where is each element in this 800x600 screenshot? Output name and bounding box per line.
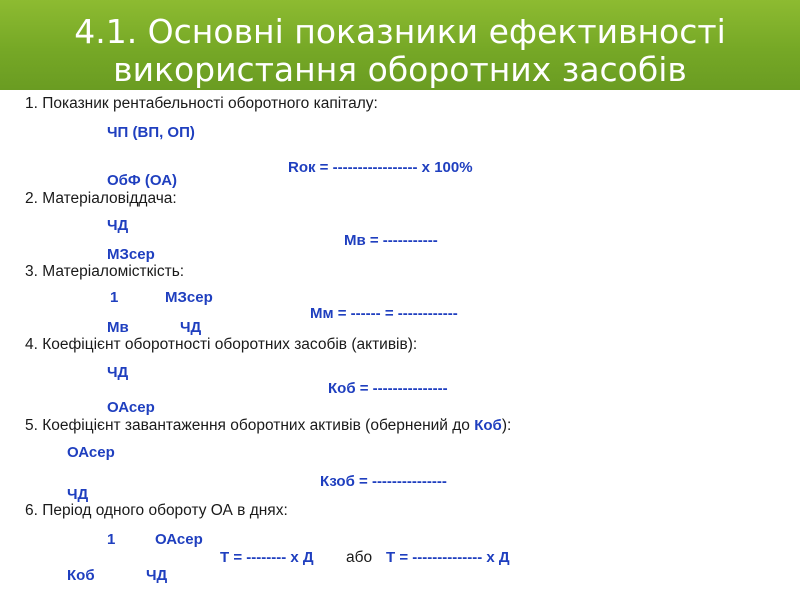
item-3-numerator-1: 1 (110, 289, 119, 306)
item-2-label (25, 188, 177, 210)
item-1-denominator: ОбФ (ОА) (107, 172, 178, 189)
item-2-formula: Мв = ----------- (344, 232, 438, 249)
item-3-denominator-2: ЧД (180, 319, 202, 336)
item-2-numerator: ЧД (107, 217, 129, 234)
item-5-close: ): (501, 417, 512, 434)
item-4-text: Коефіцієнт оборотності оборотних засобів (активів): (37, 336, 418, 353)
item-6-denominator-1: Коб (67, 567, 95, 584)
item-6-numerator-2: ОАсер (155, 531, 203, 548)
item-5-label (25, 415, 511, 437)
item-5-reference: Коб (474, 417, 502, 434)
item-4-numerator: ЧД (107, 364, 129, 381)
item-1-formula: Rок = ----------------- х 100% (288, 159, 473, 176)
item-6-denominator-2: ЧД (146, 567, 168, 584)
title-banner (0, 0, 800, 90)
item-3-numerator-2: МЗсер (165, 289, 213, 306)
item-6-formula-b: Т = -------------- х Д (386, 549, 510, 566)
item-4-denominator: ОАсер (107, 399, 155, 416)
item-6-text: Період одного обороту ОА в днях: (37, 502, 288, 519)
item-3-number: 3. (25, 263, 38, 280)
item-5-number: 5. (25, 417, 38, 434)
item-3-denominator-1: Мв (107, 319, 129, 336)
item-4-label (25, 334, 417, 356)
item-6-or: або (346, 549, 373, 566)
item-4-number: 4. (25, 336, 38, 353)
page-title-line-2: використання оборотних засобів (113, 50, 687, 89)
item-6-numerator-1: 1 (107, 531, 116, 548)
item-2-number: 2. (25, 190, 38, 207)
item-3-formula: Мм = ------ = ------------ (310, 305, 458, 322)
item-5-denominator: ЧД (67, 486, 89, 503)
item-4-formula: Коб = --------------- (328, 380, 448, 397)
item-1-number: 1. (25, 95, 38, 112)
item-1-label (25, 93, 378, 115)
item-6-label (25, 500, 288, 522)
item-3-text: Матеріаломісткість: (37, 263, 185, 280)
item-1-numerator: ЧП (ВП, ОП) (107, 124, 195, 141)
item-5-text: Коефіцієнт завантаження оборотних активів (обернений до (37, 417, 475, 434)
item-3-label (25, 261, 184, 283)
item-2-text: Матеріаловіддача: (37, 190, 177, 207)
item-1-text: Показник рентабельності оборотного капіталу: (37, 95, 378, 112)
item-2-denominator: МЗсер (107, 246, 155, 263)
item-6-number: 6. (25, 502, 38, 519)
item-5-formula: Кзоб = --------------- (320, 473, 447, 490)
item-6-formula-a: Т = -------- х Д (220, 549, 314, 566)
item-5-numerator: ОАсер (67, 444, 115, 461)
page-title-line-1: 4.1. Основні показники ефективності (74, 12, 726, 51)
